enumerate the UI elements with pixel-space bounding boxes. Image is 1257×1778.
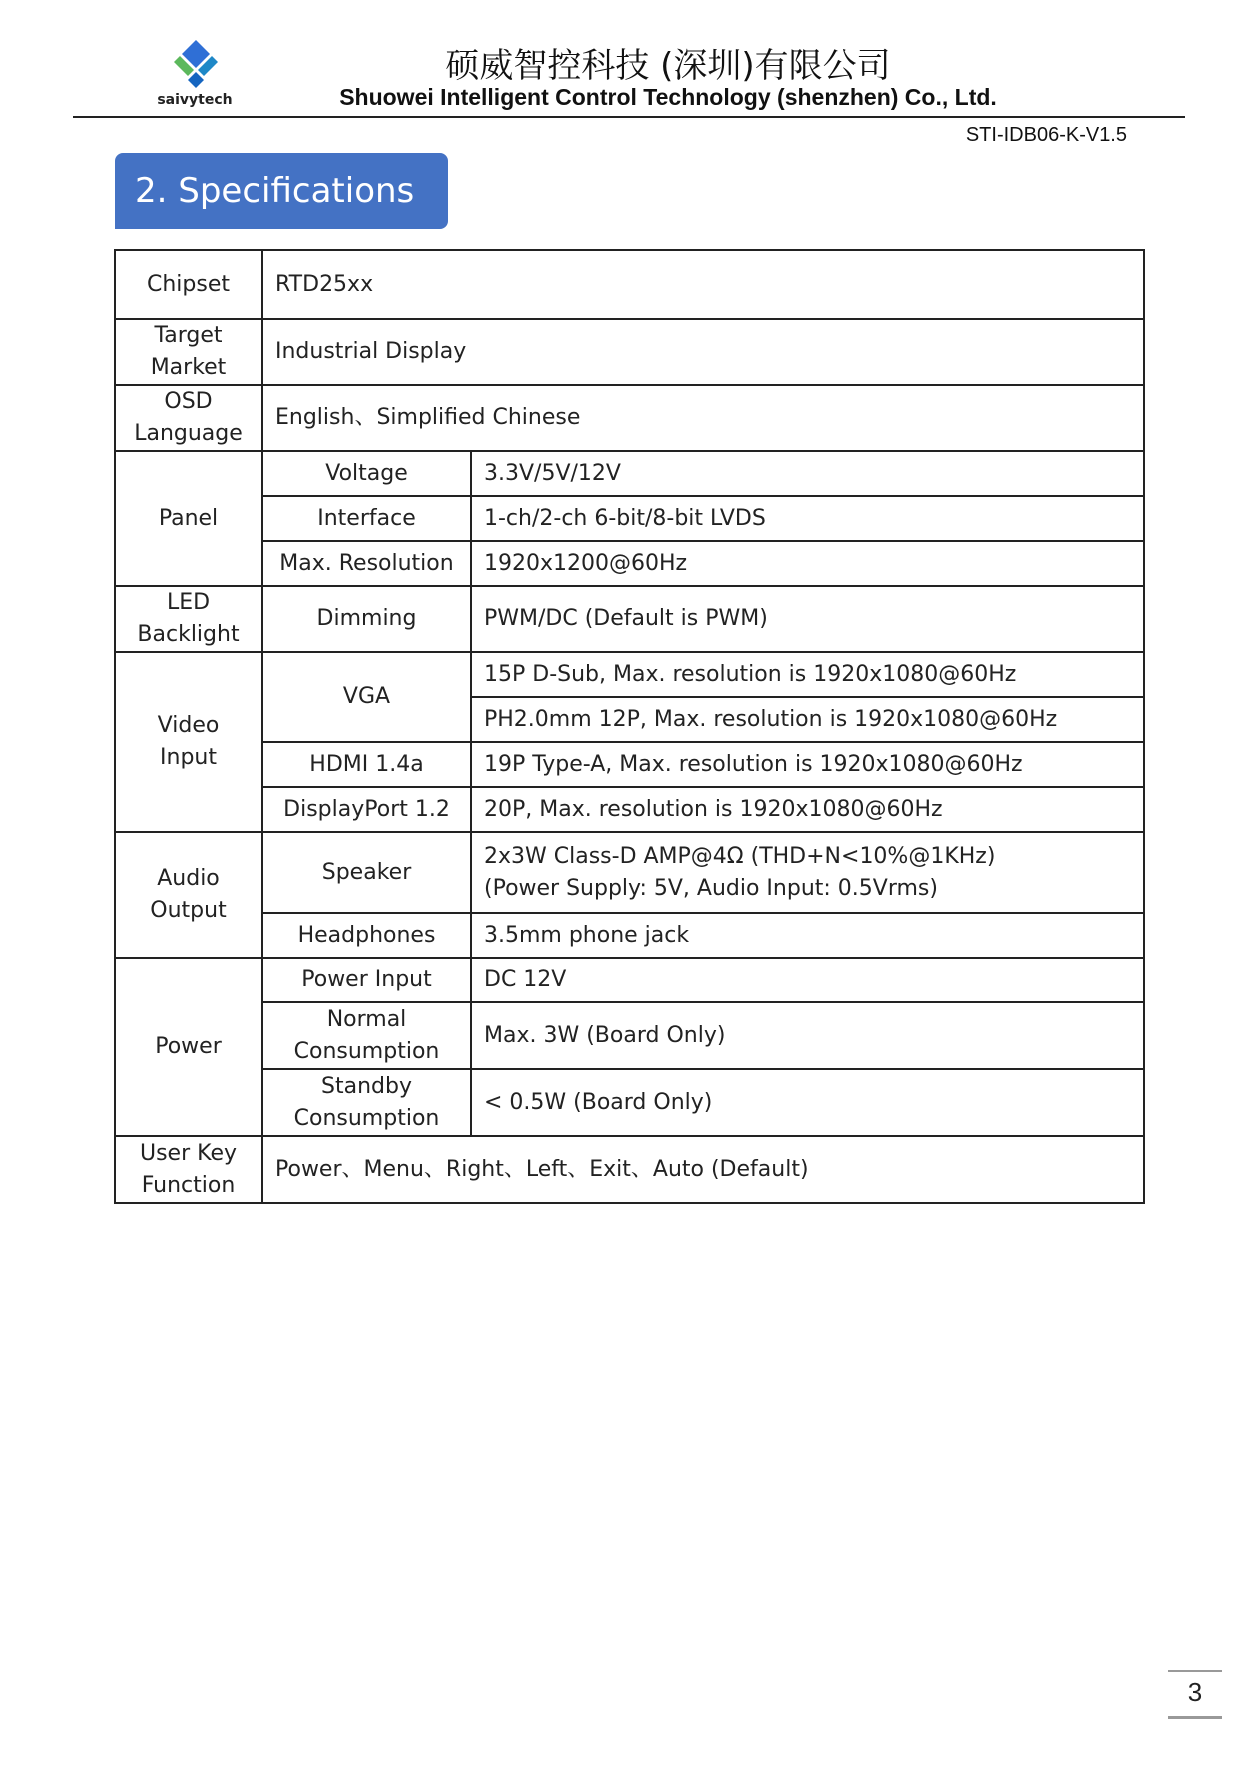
table-row xyxy=(115,1069,1144,1136)
standby-consumption-value: < 0.5W (Board Only) xyxy=(471,1069,1144,1136)
displayport-value: 20P, Max. resolution is 1920x1080@60Hz xyxy=(471,787,1144,832)
vga-value-ph: PH2.0mm 12P, Max. resolution is 1920x1080@60Hz xyxy=(471,697,1144,742)
table-row xyxy=(115,541,1144,586)
panel-max-resolution-value: 1920x1200@60Hz xyxy=(471,541,1144,586)
table-row xyxy=(115,250,1144,319)
table-row xyxy=(115,1002,1144,1069)
company-name-english: Shuowei Intelligent Control Technology (shenzhen) Co., Ltd. xyxy=(339,84,997,110)
power-label: Power xyxy=(115,958,262,1136)
table-row xyxy=(115,586,1144,652)
section-title-banner: 2. Specifications xyxy=(115,153,448,229)
table-row xyxy=(115,913,1144,958)
panel-interface-value: 1-ch/2-ch 6-bit/8-bit LVDS xyxy=(471,496,1144,541)
panel-interface-label: Interface xyxy=(262,496,471,541)
osd-language-label: OSD Language xyxy=(115,385,262,451)
dimming-label: Dimming xyxy=(262,586,471,652)
vga-label: VGA xyxy=(262,652,471,742)
table-row xyxy=(115,385,1144,451)
standby-consumption-label: Standby Consumption xyxy=(262,1069,471,1136)
speaker-value: 2x3W Class-D AMP@4Ω (THD+N<10%@1KHz) (Power Supply: 5V, Audio Input: 0.5Vrms) xyxy=(471,832,1144,913)
audio-output-label: Audio Output xyxy=(115,832,262,958)
video-input-label: Video Input xyxy=(115,652,262,832)
table-row xyxy=(115,958,1144,1002)
document-code: STI-IDB06-K-V1.5 xyxy=(965,124,1127,146)
dimming-value: PWM/DC (Default is PWM) xyxy=(471,586,1144,652)
table-row xyxy=(115,1136,1144,1203)
hdmi-label: HDMI 1.4a xyxy=(262,742,471,787)
table-row xyxy=(115,652,1144,697)
logo-text: saivytech xyxy=(157,92,233,108)
panel-voltage-label: Voltage xyxy=(262,451,471,496)
company-name-chinese: 硕威智控科技 (深圳)有限公司 xyxy=(445,46,891,86)
headphones-label: Headphones xyxy=(262,913,471,958)
chipset-value: RTD25xx xyxy=(262,250,1144,319)
power-input-label: Power Input xyxy=(262,958,471,1002)
power-input-value: DC 12V xyxy=(471,958,1144,1002)
target-market-value: Industrial Display xyxy=(262,319,1144,385)
table-row xyxy=(115,787,1144,832)
page-number-top-rule xyxy=(1168,1670,1222,1672)
led-backlight-label: LED Backlight xyxy=(115,586,262,652)
target-market-label: Target Market xyxy=(115,319,262,385)
page-number: 3 xyxy=(1187,1677,1203,1707)
displayport-label: DisplayPort 1.2 xyxy=(262,787,471,832)
table-row xyxy=(115,832,1144,913)
user-key-function-label: User Key Function xyxy=(115,1136,262,1203)
headphones-value: 3.5mm phone jack xyxy=(471,913,1144,958)
logo-bottom-facet xyxy=(188,72,204,88)
normal-consumption-value: Max. 3W (Board Only) xyxy=(471,1002,1144,1069)
panel-label: Panel xyxy=(115,451,262,586)
header-divider xyxy=(73,116,1185,118)
chipset-label: Chipset xyxy=(115,250,262,319)
specifications-table xyxy=(114,249,1145,1204)
normal-consumption-label: Normal Consumption xyxy=(262,1002,471,1069)
saivytech-logo-icon xyxy=(170,38,222,90)
osd-language-value: English、Simplified Chinese xyxy=(262,385,1144,451)
user-key-function-value: Power、Menu、Right、Left、Exit、Auto (Default) xyxy=(262,1136,1144,1203)
table-row xyxy=(115,742,1144,787)
table-row xyxy=(115,451,1144,496)
panel-voltage-value: 3.3V/5V/12V xyxy=(471,451,1144,496)
page-number-bottom-rule xyxy=(1168,1716,1222,1719)
vga-value-dsub: 15P D-Sub, Max. resolution is 1920x1080@60Hz xyxy=(471,652,1144,697)
hdmi-value: 19P Type-A, Max. resolution is 1920x1080@60Hz xyxy=(471,742,1144,787)
speaker-label: Speaker xyxy=(262,832,471,913)
company-logo xyxy=(150,38,240,118)
table-row xyxy=(115,496,1144,541)
table-row xyxy=(115,319,1144,385)
panel-max-resolution-label: Max. Resolution xyxy=(262,541,471,586)
